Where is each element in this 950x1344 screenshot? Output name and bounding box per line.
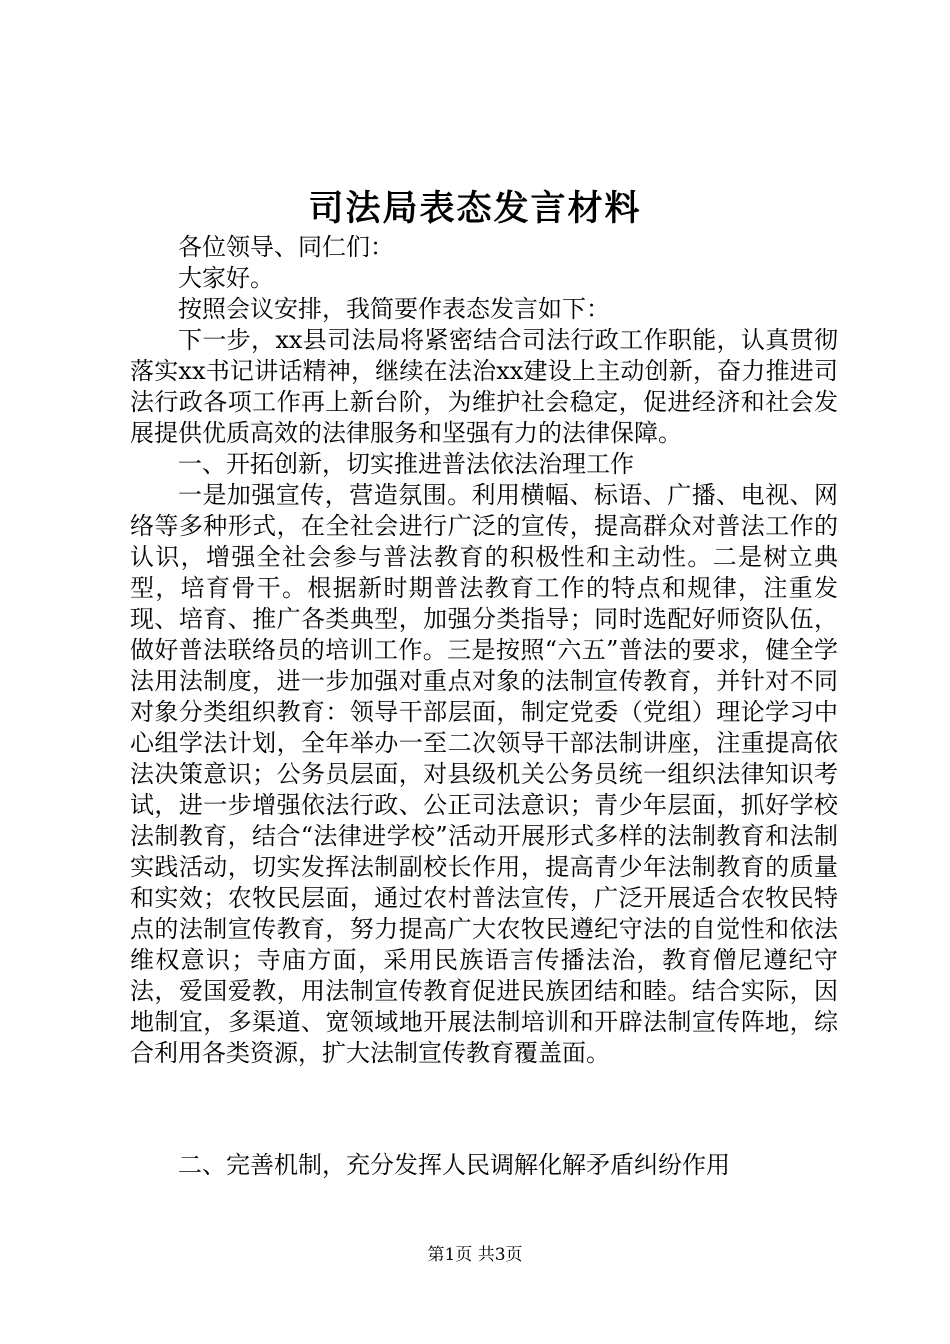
salutation: 各位领导、同仁们： bbox=[178, 233, 394, 261]
overview-paragraph: 下一步，xx县司法局将紧密结合司法行政工作职能，认真贯彻落实xx书记讲话精神，继续在法治xx建设上主动创新，奋力推进司法行政各项工作再上新台阶，为维护社会稳定，促进经济和社会发展提供优质高效的法律服务和坚强有力的法律保障。 bbox=[130, 326, 838, 447]
page-footer: 第1页 共3页 bbox=[427, 1245, 523, 1265]
greeting: 大家好。 bbox=[178, 264, 274, 292]
section-heading-2: 二、完善机制，充分发挥人民调解化解矛盾纠纷作用 bbox=[178, 1151, 730, 1179]
document-title: 司法局表态发言材料 bbox=[308, 188, 642, 229]
document-body bbox=[130, 232, 838, 1069]
section-heading-1: 一、开拓创新，切实推进普法依法治理工作 bbox=[178, 450, 634, 478]
section-1-paragraph: 一是加强宣传，营造氛围。利用横幅、标语、广播、电视、网络等多种形式，在全社会进行广泛的宣传，提高群众对普法工作的认识，增强全社会参与普法教育的积极性和主动性。二是树立典型，培育骨干。根据新时期普法教育工作的特点和规律，注重发现、培育、推广各类典型，加强分类指导；同时选配好师资队伍，做好普法联络员的培训工作。三是按照“六五”普法的要求，健全学法用法制度，进一步加强对重点对象的法制宣传教育，并针对不同对象分类组织教育：领导干部层面，制定党委（党组）理论学习中心组学法计划，全年举办一至二次领导干部法制讲座，注重提高依法决策意识；公务员层面，对县级机关公务员统一组织法律知识考试，进一步增强依法行政、公正司法意识；青少年层面，抓好学校法制教育，结合“法律进学校”活动开展形式多样的法制教育和法制实践活动，切实发挥法制副校长作用，提高青少年法制教育的质量和实效；农牧民层面，通过农村普法宣传，广泛开展适合农牧民特点的法制宣传教育，努力提高广大农牧民遵纪守法的自觉性和依法维权意识；寺庙方面，采用民族语言传播法治，教育僧尼遵纪守法，爱国爱教，用法制宣传教育促进民族团结和睦。结合实际，因地制宜，多渠道、宽领域地开展法制培训和开辟法制宣传阵地，综合利用各类资源，扩大法制宣传教育覆盖面。 bbox=[130, 481, 838, 1067]
intro-line: 按照会议安排，我简要作表态发言如下： bbox=[178, 295, 610, 323]
